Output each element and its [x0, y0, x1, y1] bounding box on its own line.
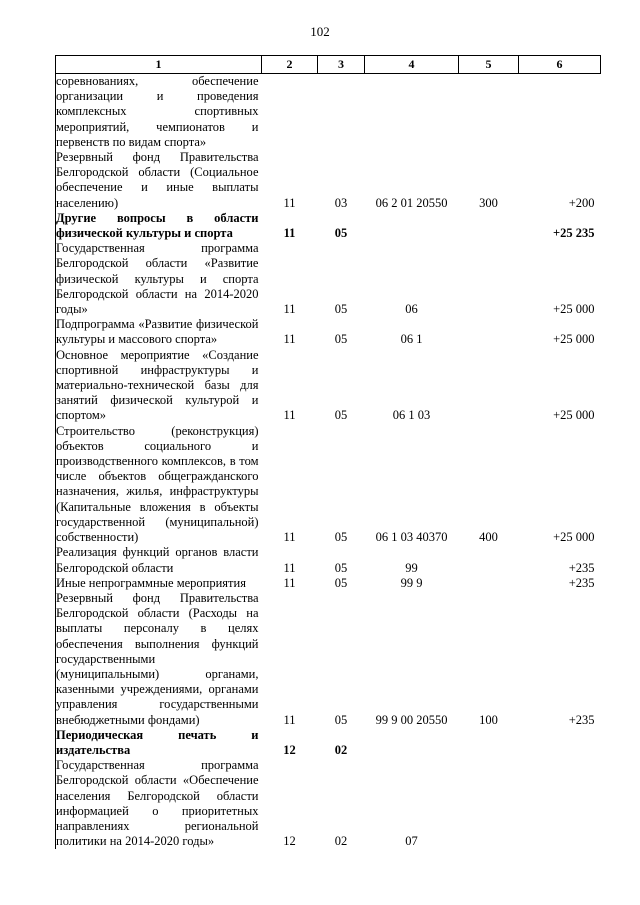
row-target-article: 06 2 01 20550 [375, 195, 448, 210]
row-subsection: 02 [334, 834, 348, 849]
row-name: Строительство (реконструкция) объектов социального и производственного комплексов, в том числе объектов общегражданского назначения, жилья, инфраструктуры (Капитальные вложения в объекты государственной (муниципальной) собственности) [56, 423, 259, 545]
row-amount: +200 [568, 195, 595, 210]
row-target-article: 99 9 [400, 575, 423, 590]
row-name: Государственная программа Белгородской области «Развитие физической культуры и спорта Белгородской области на 2014-2020 годы» [56, 241, 259, 317]
table-row [56, 241, 601, 317]
row-subsection: 05 [334, 575, 348, 590]
row-subsection: 02 [334, 742, 348, 757]
row-section: 11 [283, 560, 296, 575]
row-section: 11 [283, 302, 296, 317]
row-amount: +235 [568, 712, 595, 727]
row-expense-type: 300 [479, 195, 498, 210]
row-section: 11 [283, 530, 296, 545]
table-row [56, 728, 601, 758]
header-col-expense-type: 5 [459, 56, 519, 74]
row-subsection: 05 [334, 560, 348, 575]
row-name: Резервный фонд Правительства Белгородской области (Расходы на выплаты персоналу в целях обеспечения выполнения функций государственными (муниципальными) органами, казенными учреждениями, органами управления государственными внебюджетными фондами) [56, 590, 259, 727]
row-expense-type [459, 348, 519, 424]
row-amount [519, 728, 601, 758]
row-target-article [365, 728, 459, 758]
page-number: 102 [310, 24, 330, 39]
row-target-article: 06 [405, 302, 418, 317]
row-amount: +25 000 [553, 408, 595, 423]
row-name: Государственная программа Белгородской области «Обеспечение населения Белгородской области информацией о приоритетных направлениях региональной политики на 2014-2020 годы» [56, 758, 259, 849]
table-row [56, 74, 601, 151]
row-expense-type [459, 317, 519, 347]
row-name: Иные непрограммные мероприятия [56, 575, 246, 590]
row-expense-type [459, 728, 519, 758]
row-expense-type [459, 576, 519, 591]
header-col-name: 1 [56, 56, 262, 74]
row-section: 11 [283, 408, 296, 423]
budget-table [55, 55, 601, 849]
header-col-amount: 6 [519, 56, 601, 74]
row-name: Резервный фонд Правительства Белгородской области (Социальное обеспечение и иные выплаты населению) [56, 150, 259, 210]
table-row [56, 211, 601, 241]
row-section: 11 [283, 195, 296, 210]
row-section: 11 [283, 575, 296, 590]
row-name: Реализация функций органов власти Белгородской области [56, 545, 259, 575]
table-row [56, 424, 601, 546]
row-expense-type: 400 [479, 530, 498, 545]
row-subsection: 05 [334, 712, 348, 727]
row-section: 12 [283, 742, 296, 757]
row-section: 11 [283, 226, 296, 241]
table-row [56, 591, 601, 728]
row-expense-type [459, 74, 519, 151]
row-name: Подпрограмма «Развитие физической культуры и массового спорта» [56, 317, 259, 347]
row-target-article: 06 1 [400, 332, 423, 347]
row-expense-type [459, 545, 519, 575]
row-amount [519, 74, 601, 151]
row-section: 12 [283, 834, 296, 849]
row-expense-type [459, 758, 519, 849]
table-row [56, 545, 601, 575]
row-amount: +25 000 [553, 302, 595, 317]
header-row [56, 56, 601, 74]
row-target-article: 99 9 00 20550 [375, 712, 448, 727]
row-expense-type [459, 241, 519, 317]
row-subsection [318, 74, 365, 151]
table-row [56, 317, 601, 347]
row-target-article: 06 1 03 40370 [375, 530, 448, 545]
header-col-target-article: 4 [365, 56, 459, 74]
row-amount: +235 [568, 575, 595, 590]
row-target-article [365, 74, 459, 151]
table-row [56, 348, 601, 424]
row-name: Основное мероприятие «Создание спортивной инфраструктуры и материально-технической базы для занятий физической культурой и спортом» [56, 347, 259, 423]
row-expense-type [459, 211, 519, 241]
row-target-article: 07 [405, 834, 418, 849]
row-section [262, 74, 318, 151]
row-subsection: 05 [334, 332, 348, 347]
row-amount: +25 000 [553, 332, 595, 347]
row-expense-type: 100 [479, 712, 498, 727]
row-name: Другие вопросы в области физической культуры и спорта [56, 210, 259, 241]
table-row [56, 150, 601, 211]
row-section: 11 [283, 332, 296, 347]
row-target-article: 99 [405, 560, 418, 575]
row-target-article: 06 1 03 [392, 408, 431, 423]
row-name: Периодическая печать и издательства [56, 727, 259, 757]
row-name: соревнованиях, обеспечение организации и проведения комплексных спортивных мероприятий, чемпионатов и первенств по видам спорта» [56, 74, 259, 149]
row-subsection: 05 [334, 530, 348, 545]
table-row [56, 758, 601, 849]
header-col-section: 2 [262, 56, 318, 74]
row-section: 11 [283, 712, 296, 727]
row-subsection: 05 [334, 408, 348, 423]
row-target-article [365, 211, 459, 241]
row-amount [519, 758, 601, 849]
row-amount: +235 [568, 560, 595, 575]
table-row [56, 576, 601, 591]
row-amount: +25 235 [553, 226, 595, 241]
row-amount: +25 000 [553, 530, 595, 545]
row-subsection: 03 [334, 195, 348, 210]
row-subsection: 05 [334, 226, 348, 241]
header-col-subsection: 3 [318, 56, 365, 74]
row-subsection: 05 [334, 302, 348, 317]
